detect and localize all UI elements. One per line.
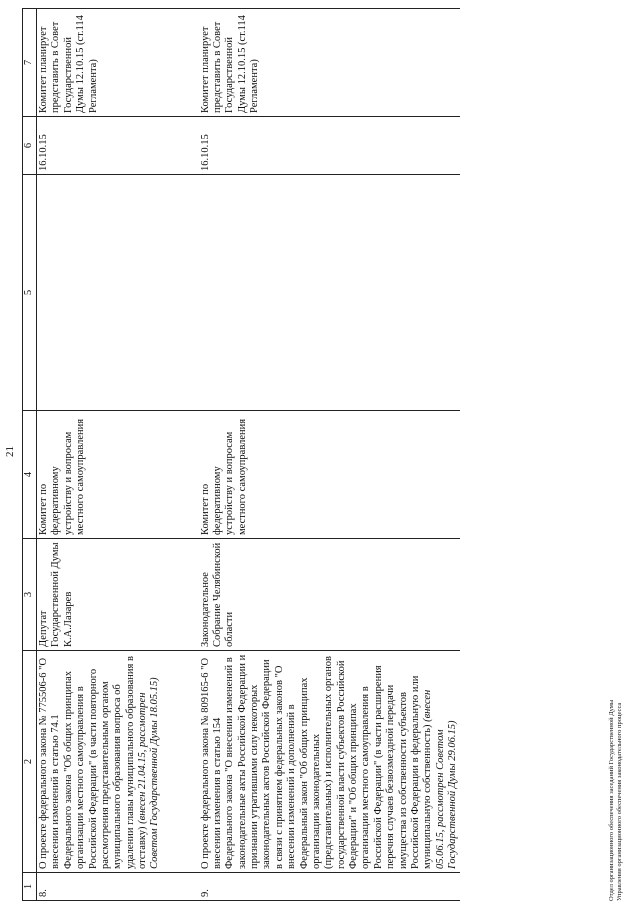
bill-note: (внесен 21.04.15, рассмотрен Советом Государственной Думы 18.05.15): [137, 677, 161, 869]
column-header: 3: [23, 539, 37, 651]
row-number: 9.: [199, 873, 461, 901]
date: 16.10.15: [199, 117, 461, 175]
column-header: 6: [23, 117, 37, 175]
column-header: 2: [23, 651, 37, 873]
column-header: 1: [23, 873, 37, 901]
committee: Комитет по федеративному устройству и вопросам местного самоуправления: [199, 411, 461, 539]
footer-line-1: Отдел организационного обеспечения заседаний Государственной Думы: [608, 699, 615, 901]
row-number: 8.: [37, 873, 199, 901]
bill-body: "О внесении изменения в статью 154 Федерального закона "О внесении изменений в законодательные акты Российской Федерации и признании утратившими силу некоторых законодательных актов Российской Федерации в связи с принятием федеральных законов "О внесении изменений и дополнений в Федеральный закон "Об общих принципах организации законодательных (представительных) и исполнительных органов государственной власти субъектов Российской Федерации" и "Об общих принципах организации местного самоуправления в Российской Федерации" (в части расширения перечня случаев безвозмездной передачи имущества из собственности субъектов Российской Федерации в федеральную или муниципальную собственность): [199, 654, 434, 869]
table-row: [37, 9, 199, 901]
column-5-value: [37, 175, 199, 411]
column-header: 4: [23, 411, 37, 539]
initiator: Законодательное Собрание Челябинской области: [199, 539, 461, 651]
date: 16.10.15: [37, 117, 199, 175]
plan: Комитет планирует представить в Совет Государственной Думы 12.10.15 (ст.114 Регламента): [199, 9, 461, 117]
bill-body: "О внесении изменений в статью 74.1 Федерального закона "Об общих принципах организации местного самоуправления в Российской Федерации" (в части повторного рассмотрения представительным органом муниципального образования вопроса об удалении главы муниципального образования в отставку): [38, 656, 148, 869]
page-number: 21: [4, 446, 16, 457]
committee: Комитет по федеративному устройству и вопросам местного самоуправления: [37, 411, 199, 539]
footer: [608, 700, 624, 901]
initiator: Депутат Государственной Думы К.А.Лазарев: [37, 539, 199, 651]
plan: Комитет планирует представить в Совет Государственной Думы 12.10.15 (ст.114 Регламента): [37, 9, 199, 117]
bill-note: (внесен 05.06.15, рассмотрен Советом Государственной Думы 29.06.15): [422, 689, 458, 869]
bills-table: [22, 8, 460, 901]
table-row: [199, 9, 461, 901]
column-header: 7: [23, 9, 37, 117]
bill-title: О проекте федерального закона № 775506-6: [38, 672, 49, 869]
bill-description: [37, 651, 199, 873]
column-5-value: [199, 175, 461, 411]
bill-title: О проекте федерального закона № 809165-6: [199, 672, 211, 869]
column-header: 5: [23, 175, 37, 411]
footer-line-2: Управления организационного обеспечения законодательного процесса: [616, 702, 624, 901]
bill-description: [199, 651, 461, 873]
header-row: [23, 9, 37, 901]
